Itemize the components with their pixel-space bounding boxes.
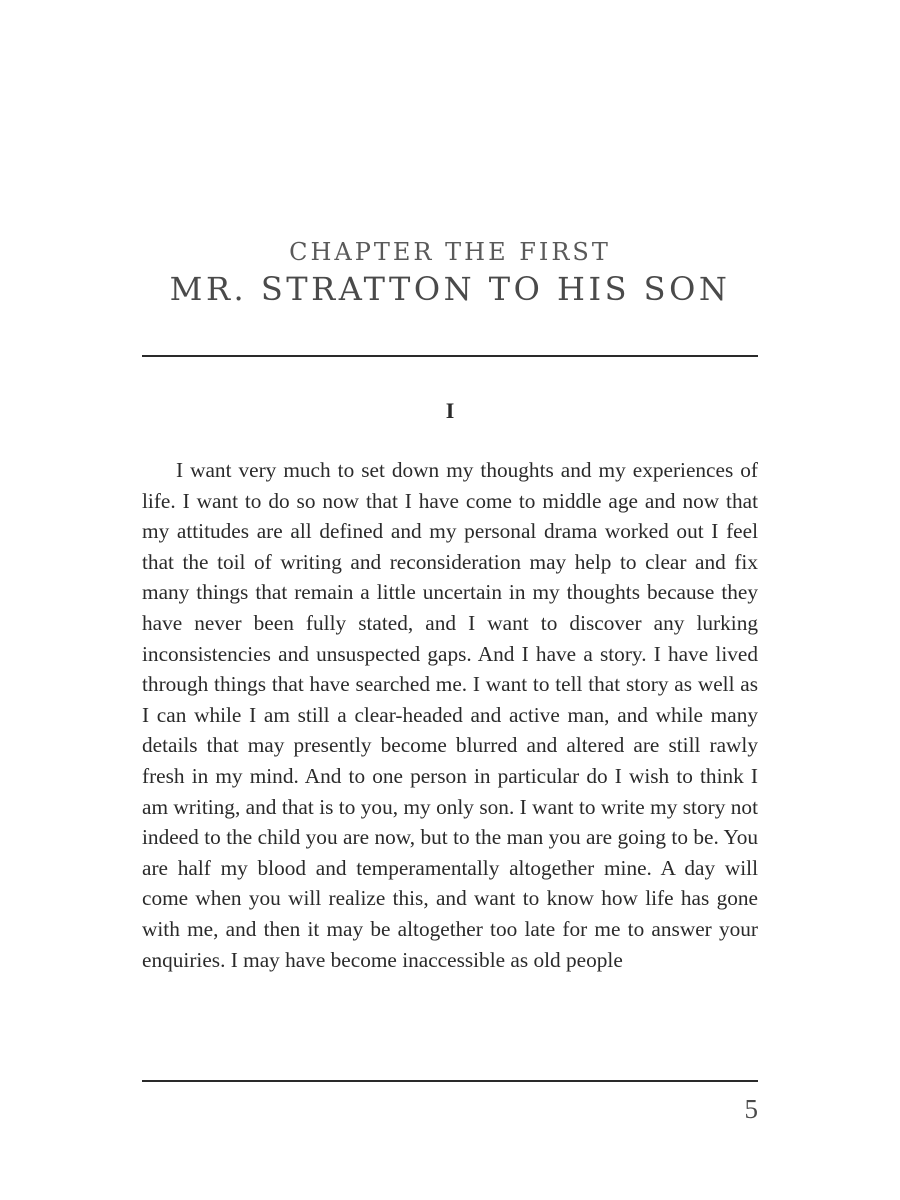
top-rule-divider xyxy=(142,355,758,357)
body-paragraph: I want very much to set down my thoughts and my experiences of life. I want to do so now that I have come to middle age and now that my attitudes are all defined and my personal drama worked out I feel that the toil of writing and reconsideration may help to clear and fix many things that remain a little uncertain in my thoughts because they have never been fully stated, and I want to discover any lurking inconsistencies and unsuspected gaps. And I have a story. I have lived through things that have searched me. I want to tell that story as well as I can while I am still a clear-headed and active man, and while many details that may presently become blurred and altered are still rawly fresh in my mind. And to one person in particular do I wish to think I am writing, and that is to you, my only son. I want to write my story not indeed to the child you are now, but to the man you are going to be. You are half my blood and temperamentally altogether mine. A day will come when you will realize this, and want to know how life has gone with me, and then it may be altogether too late for me to answer your enquiries. I may have become inaccessible as old people xyxy=(142,458,758,972)
chapter-label: CHAPTER THE FIRST xyxy=(289,238,611,266)
section-number: I xyxy=(445,398,455,423)
page-number: 5 xyxy=(744,1094,758,1124)
chapter-title: MR. STRATTON TO HIS SON xyxy=(169,270,731,308)
bottom-rule-divider xyxy=(142,1080,758,1082)
